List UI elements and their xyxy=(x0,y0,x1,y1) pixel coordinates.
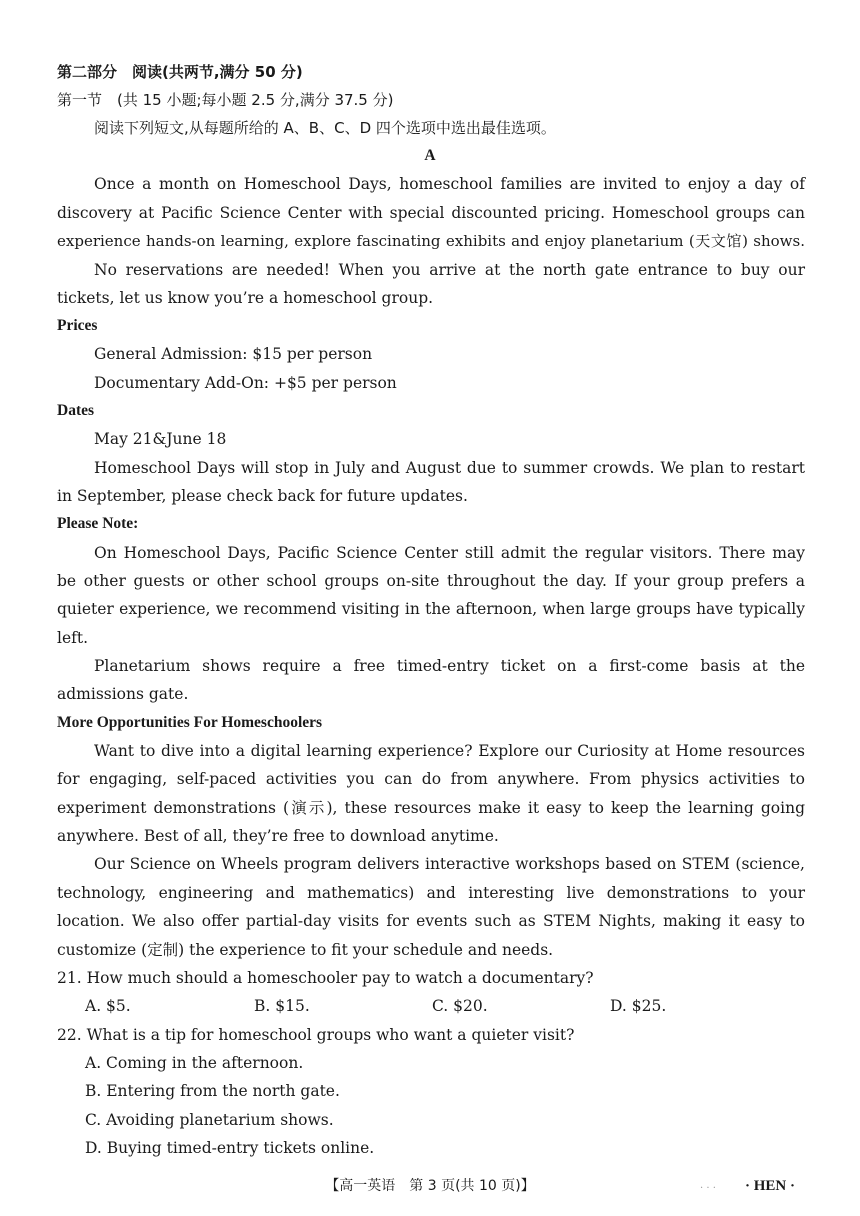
answer-option: C. Avoiding planetarium shows. xyxy=(85,1111,334,1129)
paragraph-line: tickets, let us know you’re a homeschool group. xyxy=(57,289,434,307)
more-line: for engaging, self-paced activities you can do from anywhere. From physics activities to xyxy=(57,770,805,788)
part-title: 第二部分 阅读(共两节,满分 50 分) xyxy=(57,63,303,81)
paragraph-line: experience hands-on learning, explore fascinating exhibits and enjoy planetarium (天文馆) shows. xyxy=(57,232,805,250)
answer-option: D. $25. xyxy=(610,997,667,1015)
note-line: quieter experience, we recommend visiting in the afternoon, when large groups have typically xyxy=(57,600,805,618)
more-heading: More Opportunities For Homeschoolers xyxy=(57,714,323,731)
question-stem: 22. What is a tip for homeschool groups who want a quieter visit? xyxy=(57,1026,575,1044)
dates-line: May 21&June 18 xyxy=(94,430,227,448)
price-item: General Admission: $15 per person xyxy=(94,345,373,363)
note-heading: Please Note: xyxy=(57,515,139,532)
footer-dots: . . . xyxy=(700,1180,716,1191)
paragraph-line: discovery at Pacific Science Center with special discounted pricing. Homeschool groups can xyxy=(57,204,805,222)
answer-option: D. Buying timed-entry tickets online. xyxy=(85,1139,375,1157)
answer-option: A. $5. xyxy=(85,997,131,1015)
note-line: Planetarium shows require a free timed-entry ticket on a first-come basis at the xyxy=(94,657,805,675)
exam-code: · HEN · xyxy=(745,1178,796,1194)
section-title: 第一节 (共 15 小题;每小题 2.5 分,满分 37.5 分) xyxy=(57,91,394,109)
more-line: Want to dive into a digital learning experience? Explore our Curiosity at Home resources xyxy=(94,742,805,760)
page-footer: 【高一英语 第 3 页(共 10 页)】 xyxy=(325,1178,535,1194)
paragraph-line: Once a month on Homeschool Days, homeschool families are invited to enjoy a day of xyxy=(94,175,805,193)
more-line: Our Science on Wheels program delivers interactive workshops based on STEM (science, xyxy=(94,855,805,873)
answer-option: B. Entering from the north gate. xyxy=(85,1082,340,1100)
more-line: location. We also offer partial-day visits for events such as STEM Nights, making it easy to xyxy=(57,912,805,930)
price-item: Documentary Add-On: +$5 per person xyxy=(94,374,397,392)
dates-line: in September, please check back for future updates. xyxy=(57,487,468,505)
note-line: On Homeschool Days, Pacific Science Center still admit the regular visitors. There may xyxy=(94,544,805,562)
passage-label: A xyxy=(424,147,436,164)
question-stem: 21. How much should a homeschooler pay to watch a documentary? xyxy=(57,969,594,987)
dates-line: Homeschool Days will stop in July and August due to summer crowds. We plan to restart xyxy=(94,459,805,477)
paragraph-line: No reservations are needed! When you arrive at the north gate entrance to buy our xyxy=(94,261,805,279)
more-line: anywhere. Best of all, they’re free to download anytime. xyxy=(57,827,499,845)
answer-option: B. $15. xyxy=(254,997,310,1015)
note-line: admissions gate. xyxy=(57,685,189,703)
prices-heading: Prices xyxy=(57,317,98,334)
more-line: technology, engineering and mathematics) and interesting live demonstrations to your xyxy=(57,884,805,902)
more-line: customize (定制) the experience to fit your schedule and needs. xyxy=(57,941,554,959)
instruction-text: 阅读下列短文,从每题所给的 A、B、C、D 四个选项中选出最佳选项。 xyxy=(94,119,556,137)
note-line: left. xyxy=(57,629,89,647)
dates-heading: Dates xyxy=(57,402,95,419)
note-line: be other guests or other school groups on-site throughout the day. If your group prefers a xyxy=(57,572,805,590)
more-line: experiment demonstrations (演示), these resources make it easy to keep the learning going xyxy=(57,799,805,817)
answer-option: A. Coming in the afternoon. xyxy=(85,1054,304,1072)
answer-option: C. $20. xyxy=(432,997,488,1015)
